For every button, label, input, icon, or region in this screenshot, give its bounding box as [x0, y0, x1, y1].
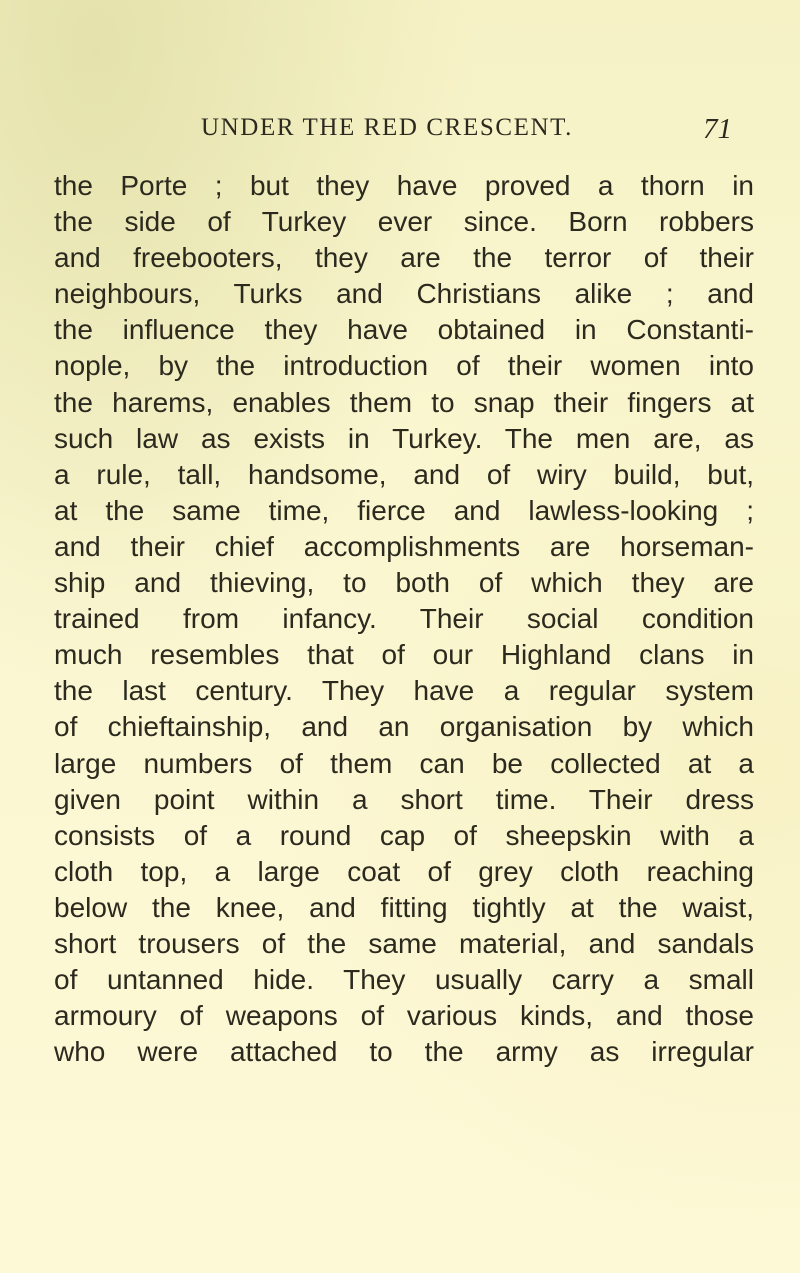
text-line: at the same time, fierce and lawless-looking ;	[54, 494, 754, 526]
text-line: trained from infancy. Their social condition	[54, 603, 754, 635]
text-line: the Porte ; but they have proved a thorn in	[54, 170, 754, 201]
text-line: consists of a round cap of sheepskin with a	[54, 819, 754, 851]
text-line: and freebooters, they are the terror of their	[54, 242, 754, 274]
text-line: who were attached to the army as irregular	[54, 1036, 754, 1068]
text-line: of chieftainship, and an organisation by which	[54, 711, 754, 743]
text-line: below the knee, and fitting tightly at the waist,	[54, 891, 754, 923]
text-line: the harems, enables them to snap their fingers at	[54, 386, 754, 418]
body-text	[54, 168, 754, 1070]
text-line: the last century. They have a regular system	[54, 675, 754, 707]
text-line: of untanned hide. They usually carry a small	[54, 964, 754, 996]
text-line: short trousers of the same material, and sandals	[54, 927, 754, 959]
text-line: given point within a short time. Their dress	[54, 783, 754, 815]
text-line: ship and thieving, to both of which they are	[54, 567, 754, 599]
text-line: much resembles that of our Highland clans in	[54, 639, 754, 671]
running-head-title: UNDER THE RED CRESCENT.	[201, 114, 573, 141]
text-line: the side of Turkey ever since. Born robbers	[54, 206, 754, 238]
page-number: 71	[703, 113, 732, 145]
text-line: neighbours, Turks and Christians alike ; and	[54, 278, 754, 310]
running-head	[0, 114, 800, 154]
text-line: armoury of weapons of various kinds, and those	[54, 1000, 754, 1032]
text-line: such law as exists in Turkey. The men are, as	[54, 422, 754, 454]
text-line: large numbers of them can be collected at a	[54, 747, 754, 779]
text-line: cloth top, a large coat of grey cloth reaching	[54, 855, 754, 887]
text-line: nople, by the introduction of their women into	[54, 350, 754, 382]
text-line: and their chief accomplishments are horseman-	[54, 530, 754, 562]
text-line: the influence they have obtained in Constanti-	[54, 314, 754, 346]
text-line: a rule, tall, handsome, and of wiry build, but,	[54, 458, 754, 490]
